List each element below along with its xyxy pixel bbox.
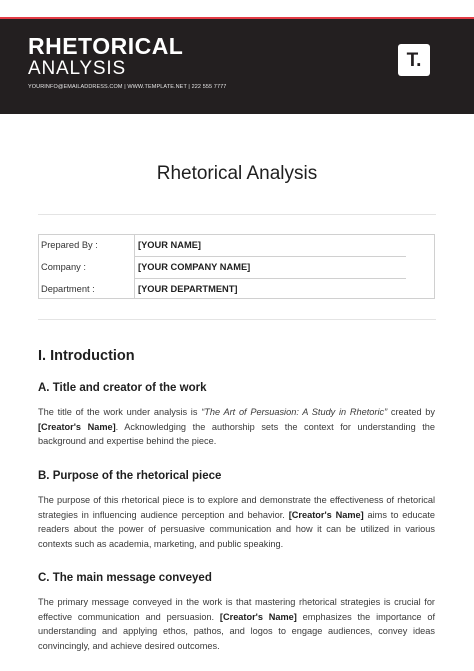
company-label: Company : (41, 262, 86, 272)
divider-bottom (38, 319, 436, 320)
prepared-by-label: Prepared By : (41, 240, 98, 250)
department-label: Department : (41, 284, 95, 294)
creator-name-placeholder: [Creator's Name] (219, 611, 297, 622)
text-run: created by (387, 407, 435, 417)
subsection-heading: C. The main message conveyed (38, 572, 212, 584)
text-run: . Acknowledging the authorship sets the context for understanding the background and expertise behind the piece. (38, 421, 435, 447)
text-run: emphasizes the importance of understanding and applying ethos, pathos, and logos to engage audiences, convey ideas convincingly, and achieve desired outcomes. (38, 611, 436, 652)
creator-name-placeholder: [Creator's Name] (38, 421, 116, 432)
contact-line: YOURINFO@EMAILADDRESS.COM | WWW.TEMPLATE.NET | 222 555 7777 (28, 84, 227, 90)
paragraph (38, 493, 435, 552)
document-title: Rhetorical Analysis (156, 163, 318, 184)
divider-top (38, 214, 436, 215)
subsection-heading: B. Purpose of the rhetorical piece (38, 470, 222, 482)
brand-subtitle: ANALYSIS (28, 58, 126, 79)
section-heading: I. Introduction (38, 348, 135, 364)
work-title: “The Art of Persuasion: A Study in Rhetoric” (201, 407, 388, 417)
top-margin (0, 0, 474, 17)
logo-letter: T. (406, 49, 422, 71)
paragraph (38, 405, 435, 449)
brand-title: RHETORICAL (28, 33, 184, 59)
table-row (39, 257, 436, 279)
info-table (38, 234, 435, 299)
text-run: The primary message conveyed in the work is that mastering rhetorical strategies is crucial for effective communication and persuasion. (38, 597, 435, 622)
creator-name-placeholder: [Creator's Name] (288, 509, 364, 520)
text-run: The purpose of this rhetorical piece is to explore and demonstrate the effectiveness of rhetorical strategies in influencing audience perception and behavior. (38, 495, 435, 520)
paragraph (38, 595, 435, 654)
prepared-by-value: [YOUR NAME] (138, 240, 202, 250)
subsection-heading: A. Title and creator of the work (38, 382, 207, 394)
text-run: aims to educate readers about the power of persuasive communication and how it can be utilized in various contexts such as academia, marketing, and public speaking. (38, 509, 435, 550)
text-run: The title of the work under analysis is (38, 407, 202, 417)
table-row (39, 235, 436, 257)
template-logo-icon (398, 44, 430, 76)
company-value: [YOUR COMPANY NAME] (138, 262, 251, 272)
table-row (39, 279, 436, 301)
department-value: [YOUR DEPARTMENT] (138, 284, 238, 294)
document-header (0, 19, 474, 114)
